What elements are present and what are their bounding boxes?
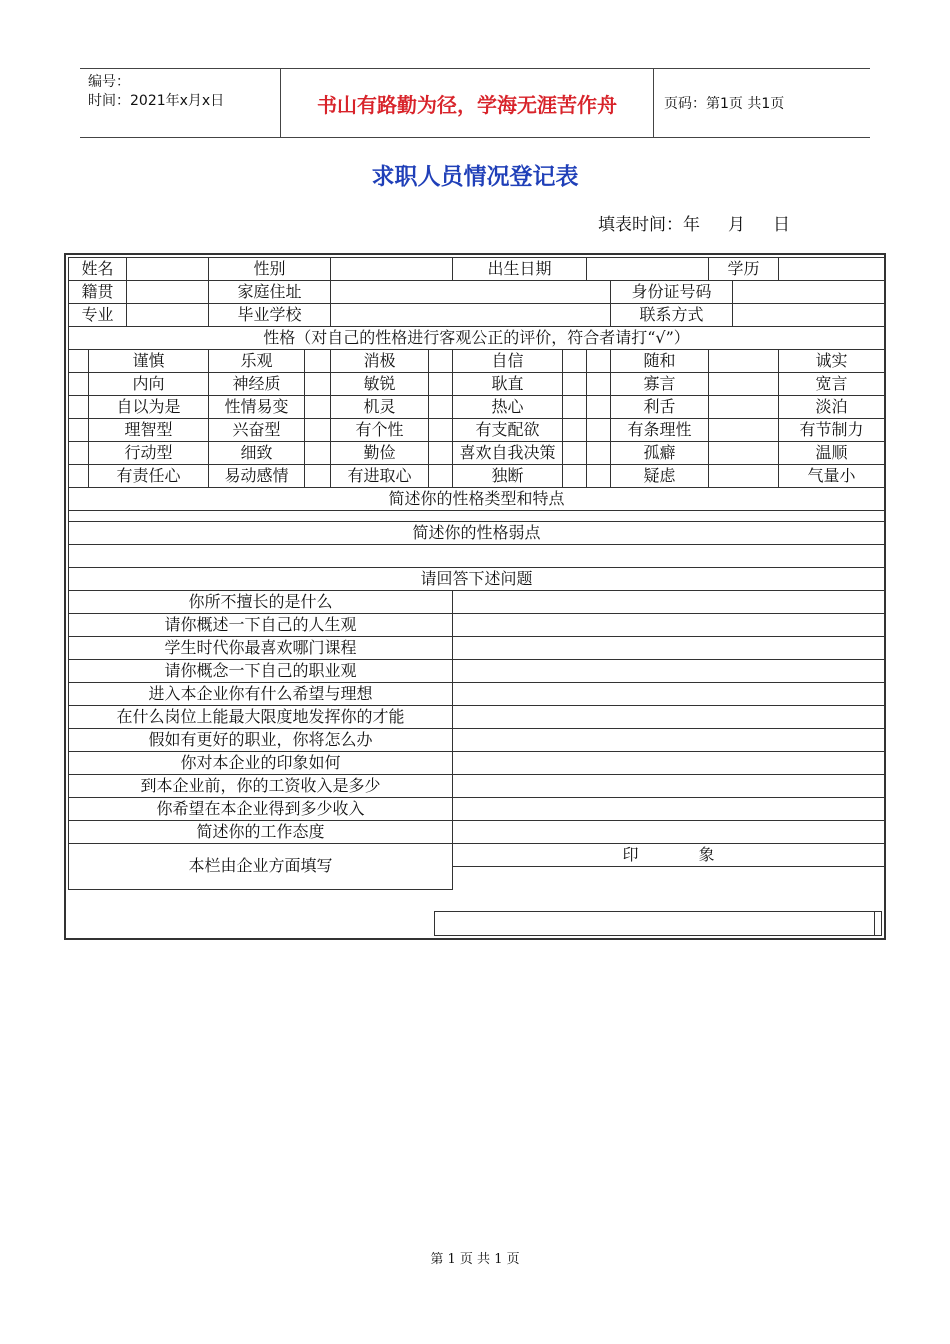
question-answer[interactable] [453, 798, 885, 821]
trait-label: 利舌 [611, 396, 709, 419]
question-answer[interactable] [453, 775, 885, 798]
company-section-row [69, 844, 885, 867]
question-label: 你对本企业的印象如何 [69, 752, 453, 775]
question-label: 假如有更好的职业，你将怎么办 [69, 729, 453, 752]
question-row [69, 775, 885, 798]
trait-checkbox[interactable] [563, 419, 587, 442]
trait-checkbox[interactable] [563, 373, 587, 396]
trait-label: 寡言 [611, 373, 709, 396]
trait-label: 孤癖 [611, 442, 709, 465]
trait-checkbox[interactable] [563, 442, 587, 465]
trait-checkbox[interactable] [563, 350, 587, 373]
trait-checkbox[interactable] [305, 442, 331, 465]
contact-label: 联系方式 [611, 304, 733, 327]
trait-label: 有个性 [331, 419, 429, 442]
trait-label: 消极 [331, 350, 429, 373]
question-label: 到本企业前，你的工资收入是多少 [69, 775, 453, 798]
personality-row [69, 419, 885, 442]
trait-checkbox[interactable] [709, 419, 779, 442]
trait-label: 性情易变 [209, 396, 305, 419]
trait-label: 自信 [453, 350, 563, 373]
question-answer[interactable] [453, 706, 885, 729]
trait-checkbox[interactable] [709, 373, 779, 396]
trait-checkbox[interactable] [305, 373, 331, 396]
question-label: 进入本企业你有什么希望与理想 [69, 683, 453, 706]
impression-header [453, 844, 885, 867]
describe-type-label: 简述你的性格类型和特点 [69, 488, 885, 511]
hometown-label: 籍贯 [69, 281, 127, 304]
fill-time-month: 月 [728, 215, 745, 235]
form-body [69, 258, 885, 890]
trait-label: 有责任心 [89, 465, 209, 488]
address-label: 家庭住址 [209, 281, 331, 304]
trait-label: 行动型 [89, 442, 209, 465]
trait-label: 有支配欲 [453, 419, 563, 442]
form-title: 求职人员情况登记表 [371, 164, 579, 190]
question-row [69, 752, 885, 775]
trait-checkbox[interactable] [563, 465, 587, 488]
trait-checkbox[interactable] [587, 442, 611, 465]
questions-heading: 请回答下述问题 [69, 568, 885, 591]
page-footer: 第 1 页 共 1 页 [430, 1252, 520, 1267]
personality-row [69, 350, 885, 373]
trait-label: 理智型 [89, 419, 209, 442]
header-page-info: 页码：第1页 共1页 [664, 96, 785, 112]
trait-label: 随和 [611, 350, 709, 373]
trait-checkbox[interactable] [69, 396, 89, 419]
gender-field[interactable] [331, 258, 453, 281]
header-motto: 书山有路勤为径，学海无涯苦作舟 [281, 69, 654, 137]
personality-row [69, 442, 885, 465]
trait-label: 敏锐 [331, 373, 429, 396]
name-field[interactable] [127, 258, 209, 281]
trait-checkbox[interactable] [709, 465, 779, 488]
question-answer[interactable] [453, 637, 885, 660]
id-number-label: 身份证号码 [611, 281, 733, 304]
trait-label: 独断 [453, 465, 563, 488]
trait-label: 有条理性 [611, 419, 709, 442]
describe-weakness-label: 简述你的性格弱点 [69, 522, 885, 545]
trait-label: 诚实 [779, 350, 885, 373]
education-label: 学历 [709, 258, 779, 281]
trait-checkbox[interactable] [429, 396, 453, 419]
question-answer[interactable] [453, 752, 885, 775]
trait-label: 温顺 [779, 442, 885, 465]
describe-weakness-answer-row [69, 545, 885, 568]
trait-checkbox[interactable] [69, 419, 89, 442]
school-label: 毕业学校 [209, 304, 331, 327]
questions-heading-row [69, 568, 885, 591]
question-row [69, 614, 885, 637]
personality-row [69, 373, 885, 396]
trait-checkbox[interactable] [587, 419, 611, 442]
question-label: 请你概念一下自己的职业观 [69, 660, 453, 683]
birthdate-field[interactable] [587, 258, 709, 281]
gender-label: 性别 [209, 258, 331, 281]
trait-label: 喜欢自我决策 [453, 442, 563, 465]
personality-row [69, 396, 885, 419]
document-time-label: 时间：2021年x月x日 [88, 93, 225, 109]
trait-label: 有节制力 [779, 419, 885, 442]
trait-label: 机灵 [331, 396, 429, 419]
trait-label: 气量小 [779, 465, 885, 488]
question-answer[interactable] [453, 821, 885, 844]
question-answer[interactable] [453, 614, 885, 637]
describe-type-answer[interactable] [69, 511, 885, 522]
question-row [69, 660, 885, 683]
question-label: 学生时代你最喜欢哪门课程 [69, 637, 453, 660]
trait-checkbox[interactable] [429, 419, 453, 442]
form-table [68, 257, 885, 890]
question-answer[interactable] [453, 660, 885, 683]
impression-inner-box [434, 911, 882, 936]
trait-checkbox[interactable] [563, 396, 587, 419]
basic-row-3 [69, 304, 885, 327]
trait-checkbox[interactable] [305, 396, 331, 419]
trait-label: 内向 [89, 373, 209, 396]
fill-time-day: 日 [773, 215, 790, 235]
trait-label: 疑虑 [611, 465, 709, 488]
describe-weakness-answer[interactable] [69, 545, 885, 568]
trait-checkbox[interactable] [587, 350, 611, 373]
trait-checkbox[interactable] [709, 350, 779, 373]
trait-checkbox[interactable] [587, 465, 611, 488]
trait-label: 淡泊 [779, 396, 885, 419]
company-section-label: 本栏由企业方面填写 [69, 844, 453, 890]
header-left [80, 69, 281, 137]
page-header [80, 68, 870, 138]
trait-label: 谨慎 [89, 350, 209, 373]
trait-label: 细致 [209, 442, 305, 465]
question-answer[interactable] [453, 729, 885, 752]
major-label: 专业 [69, 304, 127, 327]
question-answer[interactable] [453, 683, 885, 706]
question-label: 请你概述一下自己的人生观 [69, 614, 453, 637]
trait-checkbox[interactable] [69, 350, 89, 373]
question-label: 在什么岗位上能最大限度地发挥你的才能 [69, 706, 453, 729]
address-field[interactable] [331, 281, 611, 304]
question-row [69, 591, 885, 614]
question-answer[interactable] [453, 591, 885, 614]
trait-label: 神经质 [209, 373, 305, 396]
major-field[interactable] [127, 304, 209, 327]
trait-checkbox[interactable] [587, 373, 611, 396]
trait-checkbox[interactable] [429, 465, 453, 488]
trait-checkbox[interactable] [69, 373, 89, 396]
trait-checkbox[interactable] [709, 442, 779, 465]
question-label: 简述你的工作态度 [69, 821, 453, 844]
trait-label: 有进取心 [331, 465, 429, 488]
trait-checkbox[interactable] [429, 350, 453, 373]
document-number-label: 编号： [88, 74, 130, 90]
trait-label: 热心 [453, 396, 563, 419]
trait-checkbox[interactable] [305, 350, 331, 373]
question-row [69, 683, 885, 706]
trait-label: 兴奋型 [209, 419, 305, 442]
trait-checkbox[interactable] [429, 442, 453, 465]
basic-row-2 [69, 281, 885, 304]
impression-field[interactable] [453, 867, 885, 890]
trait-checkbox[interactable] [429, 373, 453, 396]
trait-label: 乐观 [209, 350, 305, 373]
basic-row-1 [69, 258, 885, 281]
describe-type-row [69, 488, 885, 511]
trait-label: 耿直 [453, 373, 563, 396]
name-label: 姓名 [69, 258, 127, 281]
registration-form [64, 253, 886, 940]
trait-checkbox[interactable] [305, 465, 331, 488]
describe-type-answer-row [69, 511, 885, 522]
trait-checkbox[interactable] [709, 396, 779, 419]
question-row [69, 821, 885, 844]
question-row [69, 706, 885, 729]
trait-label: 易动感情 [209, 465, 305, 488]
trait-label: 自以为是 [89, 396, 209, 419]
impression-char-2: 象 [698, 845, 715, 864]
personality-row [69, 465, 885, 488]
trait-checkbox[interactable] [305, 419, 331, 442]
birthdate-label: 出生日期 [453, 258, 587, 281]
education-field[interactable] [779, 258, 885, 281]
describe-weakness-row [69, 522, 885, 545]
impression-char-1: 印 [622, 845, 639, 864]
trait-checkbox[interactable] [69, 442, 89, 465]
trait-checkbox[interactable] [587, 396, 611, 419]
school-field[interactable] [331, 304, 611, 327]
trait-checkbox[interactable] [69, 465, 89, 488]
fill-time [598, 210, 790, 235]
trait-label: 勤俭 [331, 442, 429, 465]
id-number-field[interactable] [733, 281, 885, 304]
personality-instruction-row [69, 327, 885, 350]
trait-label: 宽言 [779, 373, 885, 396]
question-row [69, 729, 885, 752]
contact-field[interactable] [733, 304, 885, 327]
fill-time-label: 填表时间：年 [598, 215, 700, 235]
question-label: 你所不擅长的是什么 [69, 591, 453, 614]
question-row [69, 637, 885, 660]
hometown-field[interactable] [127, 281, 209, 304]
personality-instruction: 性格（对自己的性格进行客观公正的评价，符合者请打“√”） [69, 327, 885, 350]
question-row [69, 798, 885, 821]
question-label: 你希望在本企业得到多少收入 [69, 798, 453, 821]
